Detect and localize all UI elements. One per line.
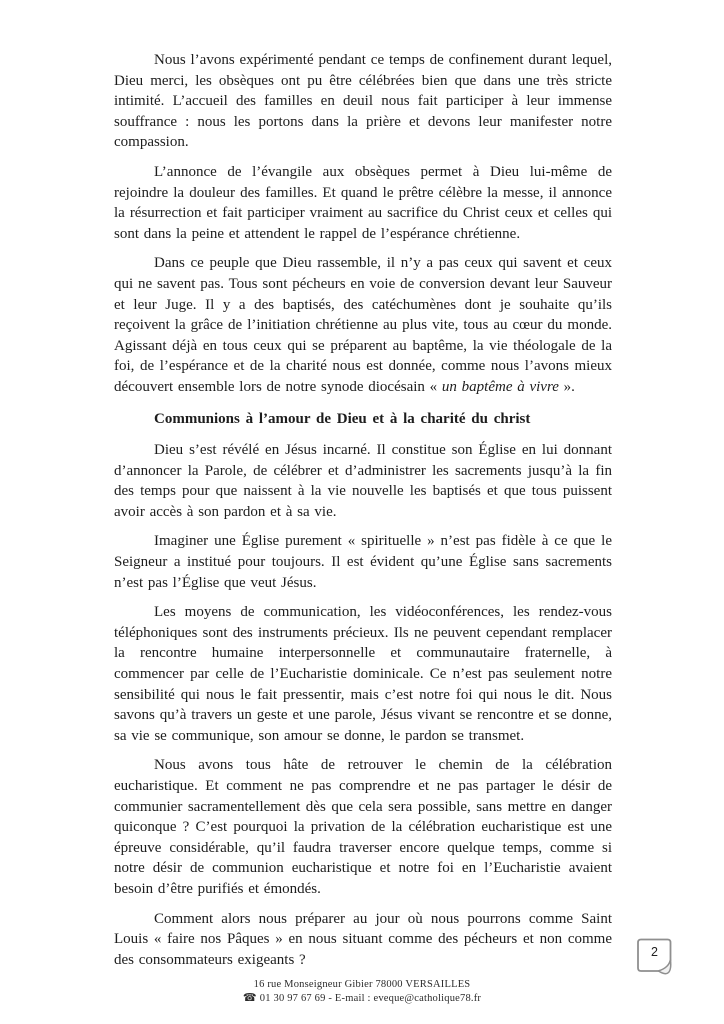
paragraph-saint-louis: Comment alors nous préparer au jour où nous pourrons comme Saint Louis « faire nos Pâques » en nous situant comme des pécheurs et non comme des consommateurs exigeants ? (114, 910, 612, 968)
paragraph-confinement: Nous l’avons expérimenté pendant ce temps de confinement durant lequel, Dieu merci, les obsèques ont pu être célébrées bien que dans une très stricte intimité. L’accueil des familles en deuil nous fait participer à leur immense souffrance : nous les portons dans la prière et devons leur manifester notre compassion. (114, 52, 612, 151)
telephone-icon: ☎ (242, 991, 257, 1004)
paragraph-annonce-evangile: L’annonce de l’évangile aux obsèques permet à Dieu lui-même de rejoindre la douleur des familles. Et quand le prêtre célèbre la messe, il annonce la résurrection et fait participer vraiment au sacrifice du Christ ceux et celles qui sont dans la peine et attendent le rappel de l’espérance chrétienne. (114, 163, 612, 242)
paragraph-peuple-rassemble (114, 253, 612, 397)
synode-quote-italic: un baptême à vivre (441, 378, 559, 395)
document-body (114, 50, 612, 979)
folded-page-icon (634, 936, 676, 982)
footer-contact-line (0, 992, 724, 1006)
paragraph-eglise-spirituelle: Imaginer une Église purement « spirituelle » n’est pas fidèle à ce que le Seigneur a institué pour toujours. Il est évident qu’une Église sans sacrements n’est pas l’Église que veut Jésus. (114, 533, 612, 591)
footer-address: 16 rue Monseigneur Gibier 78000 VERSAILLES (253, 979, 471, 990)
page-number-badge (634, 936, 676, 982)
page-number: 2 (651, 945, 658, 959)
section-heading: Communions à l’amour de Dieu et à la charité du christ (154, 410, 531, 427)
paragraph-dieu-revele: Dieu s’est révélé en Jésus incarné. Il constitue son Église en lui donnant d’annoncer la Parole, de célébrer et d’administrer les sacrements jusqu’à la fin des temps pour que naissent à la vie nouvelle les baptisés et que tous puissent avoir accès à son pardon et à sa vie. (114, 442, 612, 520)
paragraph-peuple-text-before: Dans ce peuple que Dieu rassemble, il n’y a pas ceux qui savent et ceux qui ne savent pas. Tous sont pécheurs en voie de conversion devant leur Sauveur et leur Juge. Il y a des baptisés, des catéchumènes dont je souhaite qu’ils reçoivent la grâce de l’initiation chrétienne au plus vite, tous au cœur du monde. Agissant déjà en tous ceux qui se préparent au baptême, la vie théologale de la foi, de l’espérance et de la charité nous est donnée, comme nous l’avons mieux découvert ensemble lors de notre synode diocésain « (114, 255, 612, 395)
page-footer (0, 978, 724, 1005)
paragraph-moyens-communication: Les moyens de communication, les vidéoconférences, les rendez-vous téléphoniques sont des instruments précieux. Ils ne peuvent cependant remplacer la rencontre humaine interpersonnelle et communautaire fraternelle, à commencer par celle de l’Eucharistie dominicale. Ce n’est pas seulement notre sensibilité qui nous le fait pressentir, mais c’est notre foi qui nous le dit. Nous savons qu’à travers un geste et une parole, Jésus vivant se rencontre et se donne, sa vie se communique, son amour se donne, le pardon se transmet. (114, 604, 612, 744)
footer-contact-text: 01 30 97 67 69 - E-mail : eveque@catholique78.fr (259, 992, 482, 1004)
paragraph-peuple-text-after: ». (558, 378, 575, 395)
paragraph-celebration-eucharistique: Nous avons tous hâte de retrouver le chemin de la célébration eucharistique. Et comment ne pas comprendre et ne pas partager le désir de communier sacramentellement dès que cela sera possible, sans mettre en danger quiconque ? C’est pourquoi la privation de la célébration eucharistique est une épreuve considérable, qu’il faudra traverser encore quelque temps, comme si notre désir de communion eucharistique et notre foi en l’Eucharistie avaient besoin d’être purifiés et émondés. (114, 757, 612, 897)
